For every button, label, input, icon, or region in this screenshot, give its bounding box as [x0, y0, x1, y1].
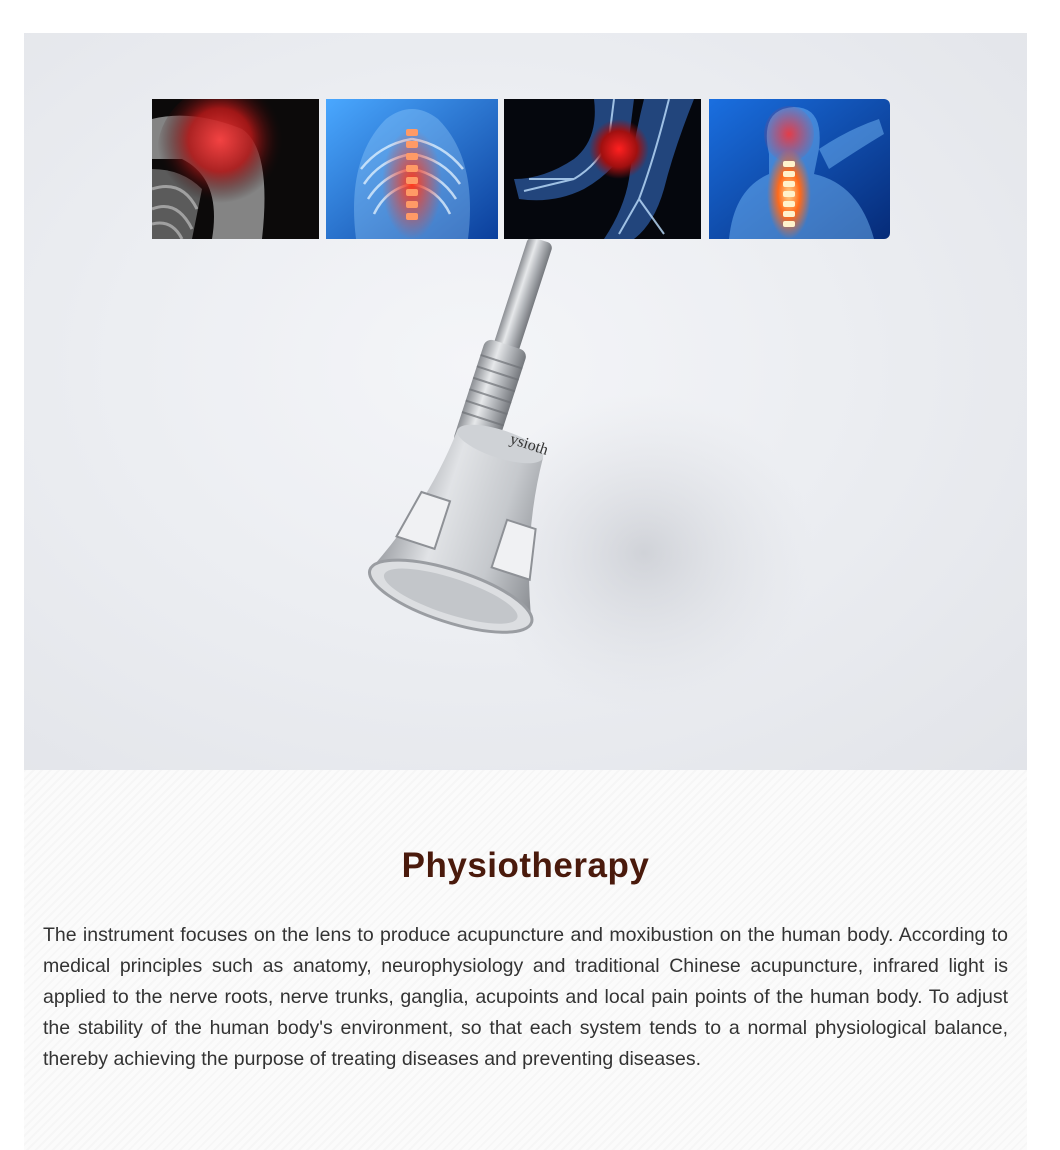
- section-body-text: The instrument focuses on the lens to produce acupuncture and moxibustion on the human body. According to medical principles such as anatomy, neurophysiology and traditional Chinese acupuncture, infrared light is applied to the nerve roots, nerve trunks, ganglia, acupoints and local pain points of the human body. To adjust the stability of the human body's environment, so that each system tends to a normal physiological balance, thereby achieving the purpose of treating diseases and preventing diseases.: [43, 924, 1008, 1070]
- device-engraving: ysioth: [507, 430, 551, 459]
- spine-pain-thumbnail: [326, 99, 498, 239]
- hero-image: [24, 33, 1027, 770]
- shoulder-pain-thumbnail: [152, 99, 319, 239]
- section-title: Physiotherapy: [401, 846, 650, 885]
- description-section: [24, 770, 1027, 1150]
- neck-pain-thumbnail: [709, 99, 890, 239]
- ankle-pain-thumbnail: [504, 99, 701, 239]
